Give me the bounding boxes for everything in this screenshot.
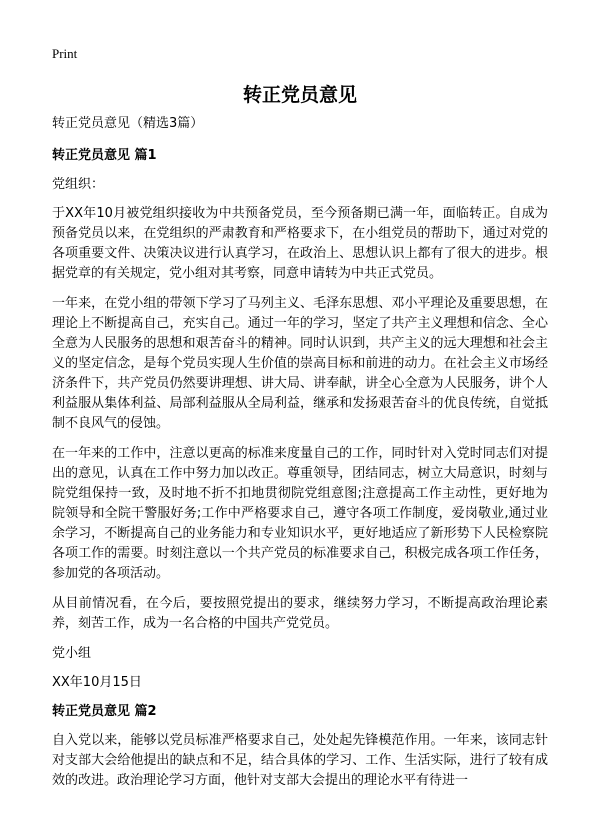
section-1-salutation: 党组织： <box>52 177 105 192</box>
section-2-heading: 转正党员意见 篇2 <box>52 704 157 719</box>
section-1-heading: 转正党员意见 篇1 <box>52 148 157 163</box>
section-1-paragraph-1: 于XX年10月被党组织接收为中共预备党员，至今预备期已满一年，面临转正。自成为预备党员以来，在党组织的严肃教育和严格要求下，在小组党员的帮助下，通过对党的各项重要文件、决策决议进行认真学习，在政治上、思想认识上都有了很大的进步。根据党章的有关规定，党小组对其考察，同意申请转为中共正式党员。 <box>52 206 548 281</box>
section-2-paragraph-1: 自入党以来，能够以党员标准严格要求自己，处处起先锋模范作用。一年来，该同志针对支部大会给他提出的缺点和不足，结合具体的学习、工作、生活实际，进行了较有成效的改进。政治理论学习方面，他针对支部大会提出的理论水平有待进一 <box>52 733 548 788</box>
print-link[interactable]: Print <box>52 46 78 61</box>
section-1-paragraph-2: 一年来，在党小组的带领下学习了马列主义、毛泽东思想、邓小平理论及重要思想，在理论上不断提高自己，充实自己。通过一年的学习，坚定了共产主义理想和信念、全心全意为人民服务的思想和艰苦奋斗的精神。同时认识到，共产主义的远大理想和社会主义的坚定信念，是每个党员实现人生价值的崇高目标和前进的动力。在社会主义市场经济条件下，共产党员仍然要讲理想、讲大局、讲奉献，讲全心全意为人民服务，讲个人利益服从集体利益、局部利益服从全局利益，继承和发扬艰苦奋斗的优良传统，自觉抵制不良风气的侵蚀。 <box>52 296 548 431</box>
section-1-date: XX年10月15日 <box>52 675 142 690</box>
document-subtitle: 转正党员意见（精选3篇） <box>52 116 204 131</box>
section-1-signature: 党小组 <box>52 646 92 661</box>
section-1-paragraph-4: 从目前情况看，在今后，要按照党提出的要求，继续努力学习，不断提高政治理论素养，刻苦工作，成为一名合格的中国共产党党员。 <box>52 596 548 631</box>
section-1-paragraph-3: 在一年来的工作中，注意以更高的标准来度量自己的工作，同时针对入党时同志们对提出的意见，认真在工作中努力加以改正。尊重领导，团结同志，树立大局意识，时刻与院党组保持一致，及时地不折不扣地贯彻院党组意图;注意提高工作主动性，更好地为院领导和全院干警服好务;工作中严格要求自己，遵守各项工作制度，爱岗敬业,通过业余学习，不断提高自己的业务能力和专业知识水平，更好地适应了新形势下人民检察院各项工作的需要。时刻注意以一个共产党员的标准要求自己，积极完成各项工作任务，参加党的各项活动。 <box>52 446 548 581</box>
page-title: 转正党员意见 <box>242 84 357 106</box>
document-body <box>52 114 548 801</box>
